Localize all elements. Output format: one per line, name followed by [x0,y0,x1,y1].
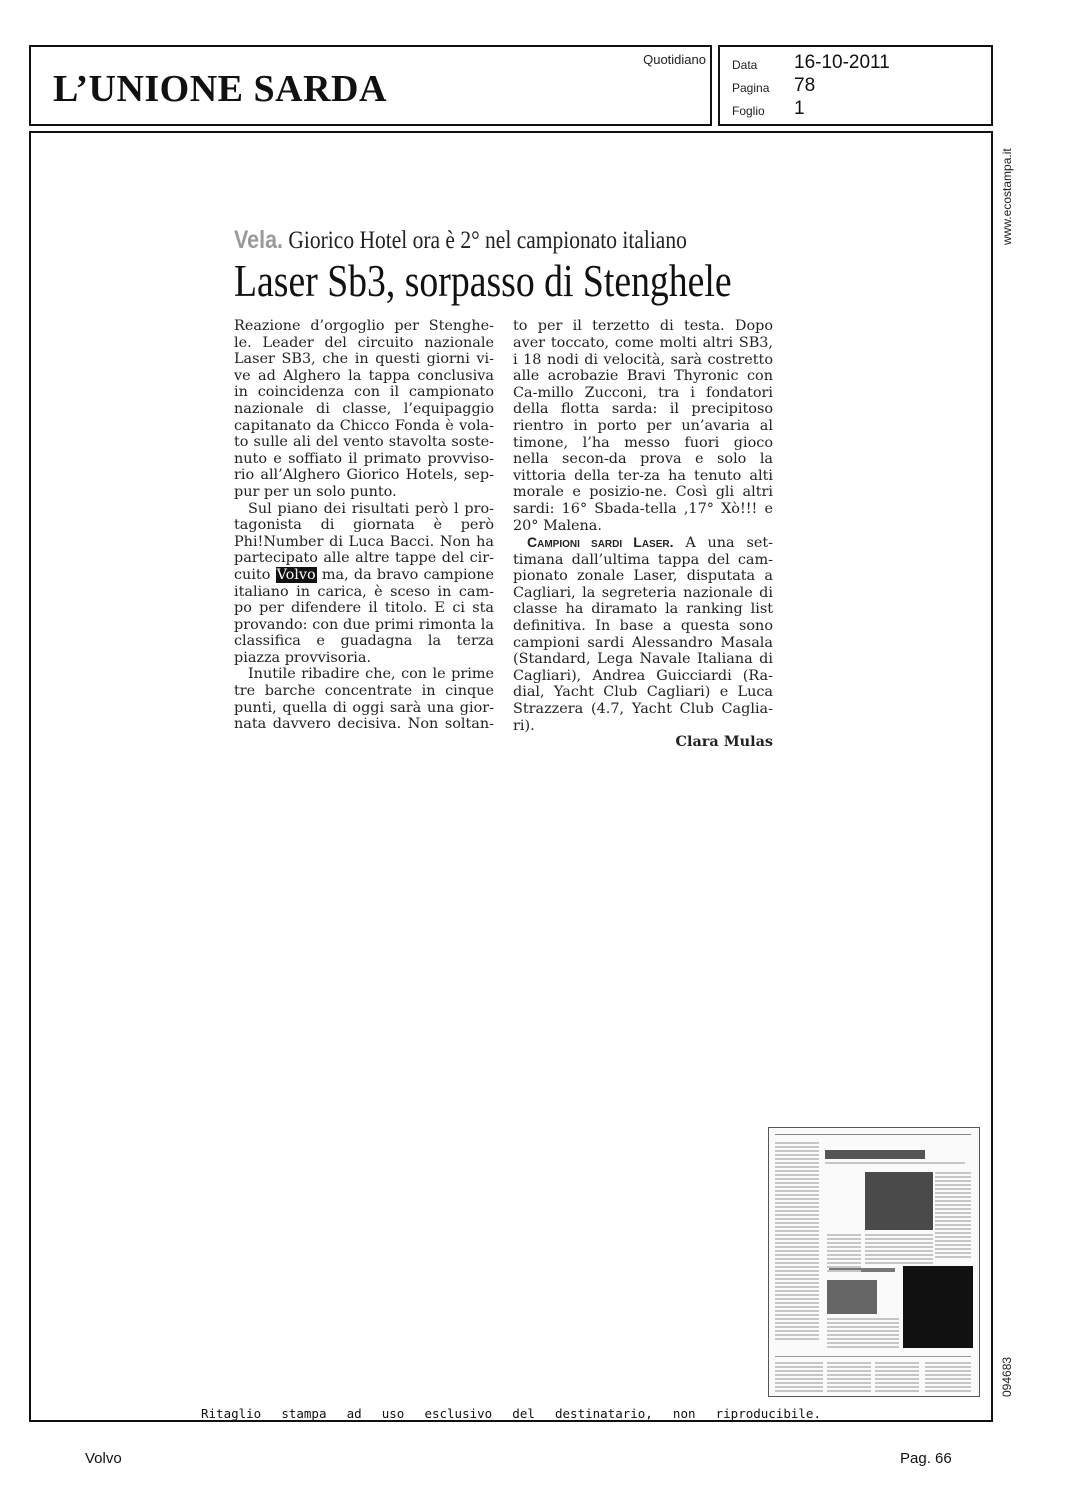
thumbnail-text-line [775,1142,819,1144]
paragraph-1: Reazione d’orgoglio per Stenghe-le. Leader del circuito nazionale Laser SB3, che in questi giorni vi-ve ad Alghero la tappa conclusiva in coincidenza con il campionato nazionale di classe, l’equipaggio capitanato da Chicco Fonda è vola-to sulle ali del vento stavolta soste-nuto e soffiato il primato provviso-rio all’Alghero Giorico Hotels, sep-pur per un solo punto. [234,318,494,500]
thumbnail-text-line [775,1378,823,1380]
thumbnail-text-line [935,1248,971,1250]
thumbnail-text-line [925,1386,971,1388]
thumbnail-text-line [775,1334,819,1336]
thumbnail-text-line [935,1236,971,1238]
paragraph-2: Sul piano dei risultati però l pro-tagonista di giornata è però Phi!Number di Luca Bacci. Non ha partecipato alle altre tappe del cir-cuito Volvo ma, da bravo campione italiano in carica, è sceso in cam-po per difendere il titolo. E ci sta provando: con due primi rimonta la classifica e guadagna la terza piazza provvisoria. [234,500,495,666]
thumbnail-text-line [827,1378,871,1380]
thumbnail-text-line [775,1330,819,1332]
thumbnail-text-line [865,1246,933,1248]
thumbnail-text-line [827,1374,871,1376]
thumbnail-text-line [775,1190,819,1192]
thumbnail-text-line [827,1238,861,1240]
thumbnail-text-line [775,1186,819,1188]
thumbnail-text-line [925,1374,971,1376]
thumbnail-text-line [775,1338,819,1340]
thumbnail-text-line [775,1262,819,1264]
thumbnail-text-line [775,1322,819,1324]
thumbnail-text-line [935,1224,971,1226]
thumbnail-text-line [827,1330,899,1332]
paragraph-3: Inutile ribadire che, con le prime tre barche concentrate in cinque punti, quella di oggi sarà una gior-nata davvero decisiva. Non soltan- [234,666,494,733]
thumbnail-text-line [865,1254,933,1256]
reproduction-notice: Ritaglio stampa ad uso esclusivo del destinatario, non riproducibile. [201,1406,821,1421]
thumbnail-text-line [827,1258,861,1260]
section-label: Vela. [234,226,284,254]
thumbnail-text-line [775,1146,819,1148]
thumbnail-text-line [827,1346,899,1348]
thumbnail-text-line [925,1390,971,1392]
thumbnail-text-line [775,1222,819,1224]
thumbnail-text-line [935,1256,971,1258]
page-label: Pagina [732,81,770,95]
side-code: 094683 [1000,1356,1014,1397]
thumbnail-text-line [935,1216,971,1218]
thumbnail-text-line [775,1154,819,1156]
thumbnail-text-line [827,1254,861,1256]
thumbnail-text-line [775,1310,819,1312]
thumbnail-text-line [775,1238,819,1240]
thumbnail-text-line [827,1270,861,1272]
thumbnail-text-line [775,1234,819,1236]
thumbnail-text-line [935,1200,971,1202]
thumbnail-text-line [935,1204,971,1206]
sheet-value: 1 [794,98,805,119]
thumbnail-text-line [775,1246,819,1248]
thumbnail-text-line [775,1282,819,1284]
thumbnail-text-line [775,1226,819,1228]
article-kicker [234,226,687,255]
thumbnail-text-line [935,1244,971,1246]
thumbnail-text-line [775,1386,823,1388]
thumbnail-text-line [775,1294,819,1296]
thumbnail-text-line [775,1250,819,1252]
thumbnail-text-line [775,1194,819,1196]
thumbnail-text-line [875,1382,919,1384]
thumbnail-text-line [775,1298,819,1300]
thumbnail-text-line [775,1274,819,1276]
subhead: Campioni sardi Laser. [527,534,674,550]
thumbnail-text-line [827,1322,899,1324]
article-column-2 [513,318,773,751]
thumbnail-text-line [827,1318,899,1320]
thumbnail-text-line [775,1382,823,1384]
thumbnail-text-line [775,1306,819,1308]
thumbnail-text-line [775,1214,819,1216]
thumbnail-text-line [775,1178,819,1180]
thumbnail-text-line [827,1386,871,1388]
thumbnail-text-line [775,1198,819,1200]
thumbnail-text-line [875,1378,919,1380]
thumbnail-text-line [865,1238,933,1240]
thumbnail-text-line [925,1370,971,1372]
thumbnail-text-line [935,1220,971,1222]
thumbnail-text-line [775,1150,819,1152]
paragraph-4: Campioni sardi Laser. A una set-timana dall’ultima tappa del cam-pionato zonale Laser, disputata a Cagliari, la segreteria nazionale di classe ha diramato la ranking list definitiva. In base a questa sono campioni sardi Alessandro Masala (Standard, Lega Navale Italiana di Cagliari), Andrea Guicciardi (Ra-dial, Yacht Club Cagliari) e Luca Strazzera (4.7, Yacht Club Caglia-ri). [513,534,774,734]
thumbnail-text-line [775,1210,819,1212]
footer-page-number: Pag. 66 [900,1450,952,1467]
thumbnail-text-line [775,1326,819,1328]
date-value: 16-10-2011 [794,52,890,73]
thumbnail-text-line [875,1362,919,1364]
thumbnail-text-line [775,1314,819,1316]
thumbnail-text-line [775,1182,819,1184]
periodicity-label: Quotidiano [643,52,706,67]
thumbnail-text-line [935,1228,971,1230]
thumbnail-text-line [827,1370,871,1372]
article-headline: Laser Sb3, sorpasso di Stenghele [234,255,732,306]
thumbnail-text-line [775,1230,819,1232]
thumbnail-text-line [925,1378,971,1380]
thumbnail-text-line [775,1258,819,1260]
thumbnail-text-line [827,1262,861,1264]
thumbnail-text-line [875,1390,919,1392]
thumbnail-text-line [775,1266,819,1268]
thumbnail-text-line [775,1278,819,1280]
paragraph-3-continued: to per il terzetto di testa. Dopo aver toccato, come molti altri SB3, i 18 nodi di velocità, sarà costretto alle acrobazie Bravi Thyronic con Ca-millo Zucconi, tra i fondatori della flotta sarda: il precipitoso rientro in porto per un’avaria al timone, l’ha messo fuori gioco nella secon-da prova e solo la vittoria della ter-za ha tenuto alti morale e posizio-ne. Così gli altri sardi: 16° Sbada-tella ,17° Xò!!! e 20° Malena. [513,318,773,534]
footer-keyword: Volvo [85,1450,122,1467]
thumbnail-text-line [827,1242,861,1244]
thumbnail-text-line [827,1334,899,1336]
thumbnail-text-line [775,1270,819,1272]
thumbnail-text-line [935,1184,971,1186]
thumbnail-text-line [775,1390,823,1392]
thumbnail-text-line [775,1318,819,1320]
thumbnail-text-line [865,1234,933,1236]
thumbnail-text-line [827,1342,899,1344]
thumbnail-text-line [775,1302,819,1304]
thumbnail-text-line [827,1266,861,1268]
page-thumbnail [768,1127,980,1397]
thumbnail-text-line [827,1362,871,1364]
thumbnail-text-line [775,1162,819,1164]
thumbnail-text-line [875,1386,919,1388]
masthead-box [29,45,712,126]
thumbnail-text-line [775,1366,823,1368]
thumbnail-text-line [925,1362,971,1364]
side-url: www.ecostampa.it [1000,148,1014,245]
thumbnail-text-line [827,1326,899,1328]
kicker-text: Giorico Hotel ora è 2° nel campionato italiano [288,227,687,254]
thumbnail-text-line [875,1366,919,1368]
thumbnail-text-line [775,1362,823,1364]
thumbnail-text-line [925,1366,971,1368]
thumbnail-text-line [775,1158,819,1160]
thumbnail-text-line [925,1382,971,1384]
thumbnail-text-line [935,1180,971,1182]
author-byline: Clara Mulas [675,733,773,751]
thumbnail-text-line [935,1212,971,1214]
thumbnail-text-line [935,1240,971,1242]
thumbnail-text-line [775,1170,819,1172]
thumbnail-text-line [935,1176,971,1178]
thumbnail-text-line [875,1374,919,1376]
thumbnail-text-line [935,1172,971,1174]
thumbnail-text-line [827,1382,871,1384]
thumbnail-text-line [935,1192,971,1194]
thumbnail-text-line [775,1370,823,1372]
thumbnail-text-line [775,1218,819,1220]
thumbnail-text-line [865,1262,933,1264]
thumbnail-text-line [827,1366,871,1368]
thumbnail-text-line [827,1234,861,1236]
thumbnail-text-line [775,1166,819,1168]
thumbnail-text-line [875,1370,919,1372]
article-column-1 [234,318,494,732]
highlighted-keyword: Volvo [276,566,316,583]
sheet-label: Foglio [732,104,765,118]
metadata-box [718,45,993,126]
thumbnail-text-line [865,1250,933,1252]
thumbnail-text-line [827,1338,899,1340]
thumbnail-text-line [775,1202,819,1204]
thumbnail-text-line [935,1208,971,1210]
thumbnail-text-line [827,1390,871,1392]
thumbnail-text-line [775,1174,819,1176]
thumbnail-text-line [865,1258,933,1260]
date-label: Data [732,58,758,72]
thumbnail-text-line [775,1254,819,1256]
thumbnail-text-line [865,1242,933,1244]
thumbnail-text-line [935,1232,971,1234]
thumbnail-text-line [775,1206,819,1208]
thumbnail-text-line [775,1374,823,1376]
thumbnail-text-line [935,1188,971,1190]
thumbnail-text-line [935,1196,971,1198]
thumbnail-text-line [775,1286,819,1288]
thumbnail-text-line [827,1250,861,1252]
thumbnail-text-line [935,1252,971,1254]
newspaper-masthead: L’UNIONE SARDA [53,68,387,110]
thumbnail-text-line [775,1242,819,1244]
page-value: 78 [794,75,816,96]
thumbnail-text-line [775,1290,819,1292]
thumbnail-text-line [827,1246,861,1248]
